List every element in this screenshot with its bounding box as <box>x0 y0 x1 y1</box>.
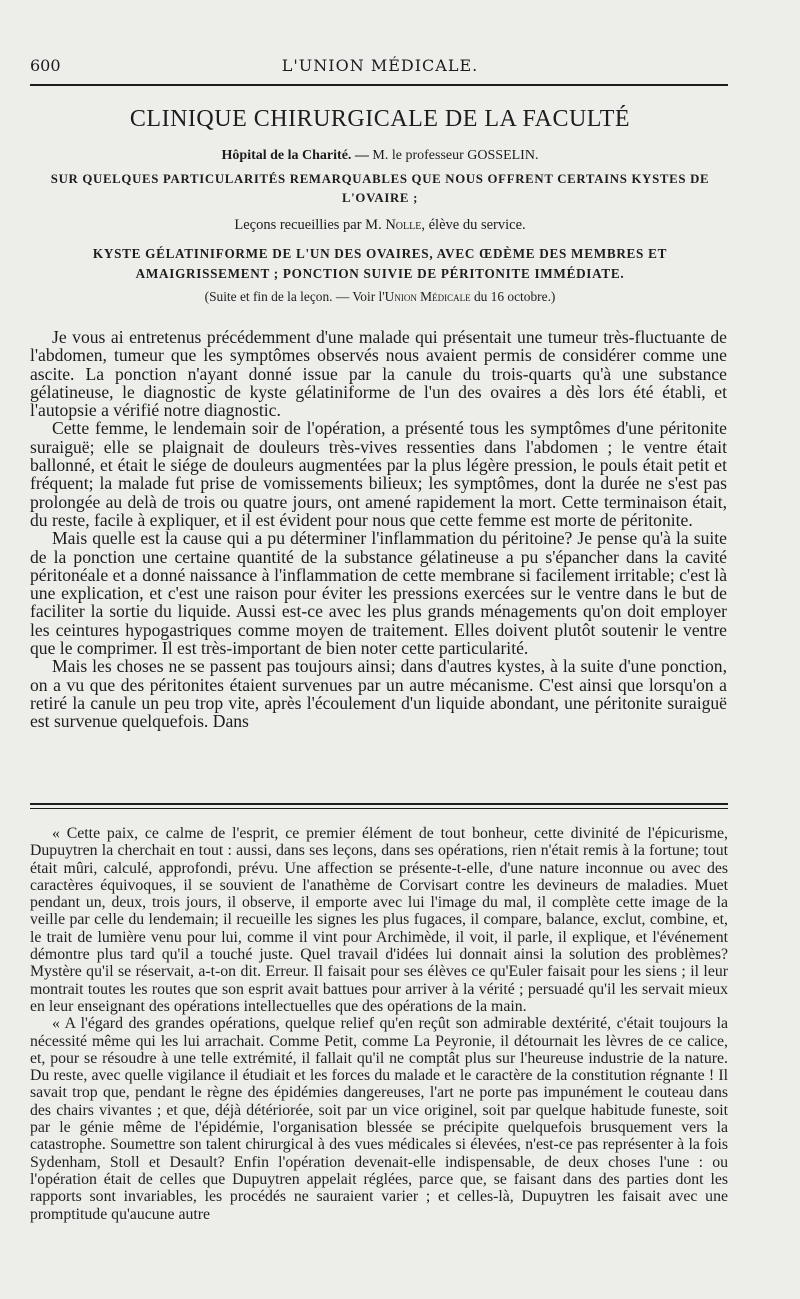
section-divider <box>30 803 728 809</box>
article-heading <box>30 104 730 307</box>
lessons-credit-prefix: Leçons recueillies par M. <box>234 217 382 233</box>
page-header <box>30 56 730 80</box>
body-paragraph: Mais les choses ne se passent pas toujours ainsi; dans d'autres kystes, à la suite d'une ponction, on a vu que des péritonites étaient survenues par un autre mécanisme. C'est ainsi que lorsqu'on a retiré la canule un peu trop vite, après l'écoulement d'un liquide abondant, une péritonite suraiguë est survenue quelquefois. Dans <box>30 656 727 732</box>
hospital-line <box>30 146 730 166</box>
lessons-credit-suffix: , élève du service. <box>421 217 526 233</box>
body-paragraph: Je vous ai entretenus précédemment d'une malade qui présentait une tumeur très-fluctuante de l'abdomen, tumeur que les symptômes observés nous avaient permis de considérer comme une ascite. La ponction n'ayant donné issue par la canule du trois-quarts qu'à une substance gélatineuse, le diagnostic de kyste gélatiniforme de l'un des ovaires a dès lors été établi, et l'autopsie a vérifié notre diagnostic. <box>30 327 727 421</box>
lesson-subject: SUR QUELQUES PARTICULARITÉS REMARQUABLES QUE NOUS OFFRENT CERTAINS KYSTES DE L'OVAIRE ; <box>50 172 710 205</box>
case-title: KYSTE GÉLATINIFORME DE L'UN DES OVAIRES, AVEC ŒDÈME DES MEMBRES ET AMAIGRISSEMENT ; PONCTION SUIVIE DE PÉRITONITE IMMÉDIATE. <box>92 246 668 281</box>
continuation-suffix: du 16 octobre.) <box>470 289 556 304</box>
running-title: L'UNION MÉDICALE. <box>281 56 479 75</box>
professor-name: M. le professeur GOSSELIN. <box>372 148 539 163</box>
student-name: Nolle <box>385 217 422 233</box>
lessons-credit <box>30 215 730 235</box>
body-paragraph: Cette femme, le lendemain soir de l'opération, a présenté tous les symptômes d'une péritonite suraiguë; elle se plaignait de douleurs très-vives ressenties dans l'abdomen ; le ventre était ballonné, et était le siége de douleurs augmentées par la plus légère pression, le pouls était petit et fréquent; la malade fut prise de vomissements bilieux; les symptômes, dont la durée ne s'est pas prolongée au delà de trois ou quatre jours, ont amené rapidement la mort. Cette terminaison était, du reste, facile à expliquer, et il est évident pour nous que cette femme est morte de péritonite. <box>30 418 727 530</box>
feuilleton-text <box>30 825 728 1223</box>
article-title: CLINIQUE CHIRURGICALE DE LA FACULTÉ <box>129 106 631 132</box>
header-rule <box>30 84 728 86</box>
hospital-name: Hôpital de la Charité. — <box>221 148 369 163</box>
feuilleton-paragraph: « Cette paix, ce calme de l'esprit, ce premier élément de tout bonheur, cette divinité de l'épicurisme, Dupuytren la cherchait en tout : aussi, dans ses leçons, dans ses opérations, rien n'était remis à la fortune; tout était mûri, calculé, approfondi, prévu. Une affection se présente-t-elle, d'une nature inconnue ou avec des caractères équivoques, il se souvient de l'anathème de Corvisart contre les devineurs de maladies. Muet pendant un, deux, trois jours, il observe, il emporte avec lui l'image du mal, il complète cette image de la veille par celle du lendemain; il recueille les signes les plus fugaces, il compare, balance, exclut, combine, et, le trait de lumière venu pour lui, comme il vint pour Archimède, il voit, il parle, il explique, et l'événement démontre plus tard qu'il a touché juste. Quel travail d'idées lui donnait ainsi la solution des problèmes? Mystère qu'il se réservait, a-t-on dit. Erreur. Il faisait pour ses élèves ce qu'Euler faisait pour les siens ; il leur montrait toutes les routes que son esprit avait battues pour arriver à la vérité ; persuadé qu'il les servait mieux en leur enseignant des opérations intellectuelles que des opérations de la main. <box>30 825 728 1015</box>
article-body <box>30 328 727 731</box>
page-number: 600 <box>30 56 61 75</box>
feuilleton-paragraph: « A l'égard des grandes opérations, quelque relief qu'en reçût son admirable dextérité, c'était toujours la nécessité même qui les lui arrachait. Comme Petit, comme La Peyronie, il détournait les lèvres de ce calice, et, pour se résoudre à une telle extrémité, il fallait qu'il ne comptât plus sur l'heureuse industrie de la nature. Du reste, avec quelle vigilance il étudiait et les forces du malade et le caractère de la constitution régnante ! Il savait trop que, pendant le règne des épidémies dangereuses, l'art ne porte pas impunément le couteau dans des chairs vivantes ; et que, déjà détériorée, soit par un vice originel, soit par quelque habitude funeste, soit par le génie même de l'épidémie, l'organisation blessée se précipite quelquefois brusquement vers la catastrophe. Soumettre son talent chirurgical à des vues médicales si élevées, n'est-ce pas représenter à la fois Sydenham, Stoll et Desault? Enfin l'opération devenait-elle indispensable, de deux choses l'une : ou l'opération était de celles que Dupuytren appelait réglées, parce que, se faisant dans des parties dont les rapports sont invariables, les procédés ne sauraient varier ; et celles-là, Dupuytren les faisait avec une promptitude qu'aucune autre <box>30 1015 728 1223</box>
continuation-prefix: (Suite et fin de la leçon. — Voir l' <box>204 289 385 304</box>
body-paragraph: Mais quelle est la cause qui a pu déterminer l'inflammation du péritoine? Je pense qu'à la suite de la ponction une certaine quantité de la substance gélatineuse a pu s'épancher dans la cavité péritonéale et a donné naissance à l'inflammation de cette membrane si facilement irritable; c'est là une explication, et c'est une raison pour éviter les pressions exercées sur le ventre dans le but de faciliter la sortie du liquide. Aussi est-ce avec les plus grands ménagements qu'on doit employer les ceintures hypogastriques comme moyen de traitement. Elles doivent plutôt soutenir le ventre que le comprimer. Il est très-important de bien noter cette particularité. <box>30 528 727 659</box>
journal-reference: Union Médicale <box>384 289 471 304</box>
continuation-note <box>30 287 730 307</box>
